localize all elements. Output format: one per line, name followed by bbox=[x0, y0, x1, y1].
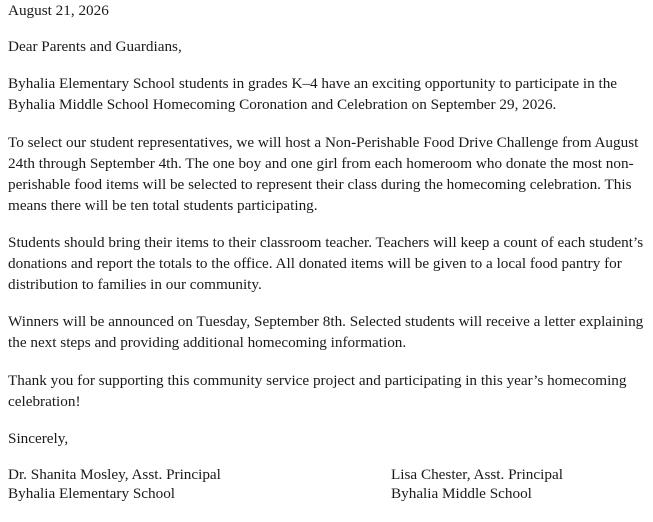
paragraph-food-drive: To select our student representatives, we will host a Non-Perishable Food Drive Challenge from August 24th through September 4th. The one boy and one girl from each homeroom who donate the most non-perishable food items will be selected to represent their class during the homecoming celebration. This means there will be ten total students participating. bbox=[8, 134, 639, 214]
signature-name: Lisa Chester, Asst. Principal bbox=[391, 466, 563, 483]
letter-date: August 21, 2026 bbox=[8, 2, 109, 19]
paragraph-intro: Byhalia Elementary School students in grades K–4 have an exciting opportunity to participate in the Byhalia Middle School Homecoming Coronation and Celebration on September 29, 2026. bbox=[8, 75, 618, 113]
signature-block-middle bbox=[391, 465, 563, 503]
signature-block-elementary bbox=[8, 465, 221, 503]
paragraph-donations: Students should bring their items to their classroom teacher. Teachers will keep a count of each student’s donations and report the totals to the office. All donated items will be given to a local food pantry for distribution to families in our community. bbox=[8, 234, 644, 293]
signature-name: Dr. Shanita Mosley, Asst. Principal bbox=[8, 466, 221, 483]
signature-school: Byhalia Elementary School bbox=[8, 485, 176, 502]
closing: Sincerely, bbox=[8, 430, 69, 447]
signature-school: Byhalia Middle School bbox=[391, 485, 532, 502]
paragraph-thanks: Thank you for supporting this community service project and participating in this year’s homecoming celebration! bbox=[8, 372, 627, 410]
salutation: Dear Parents and Guardians, bbox=[8, 38, 182, 55]
paragraph-winners: Winners will be announced on Tuesday, September 8th. Selected students will receive a letter explaining the next steps and providing additional homecoming information. bbox=[8, 313, 644, 351]
